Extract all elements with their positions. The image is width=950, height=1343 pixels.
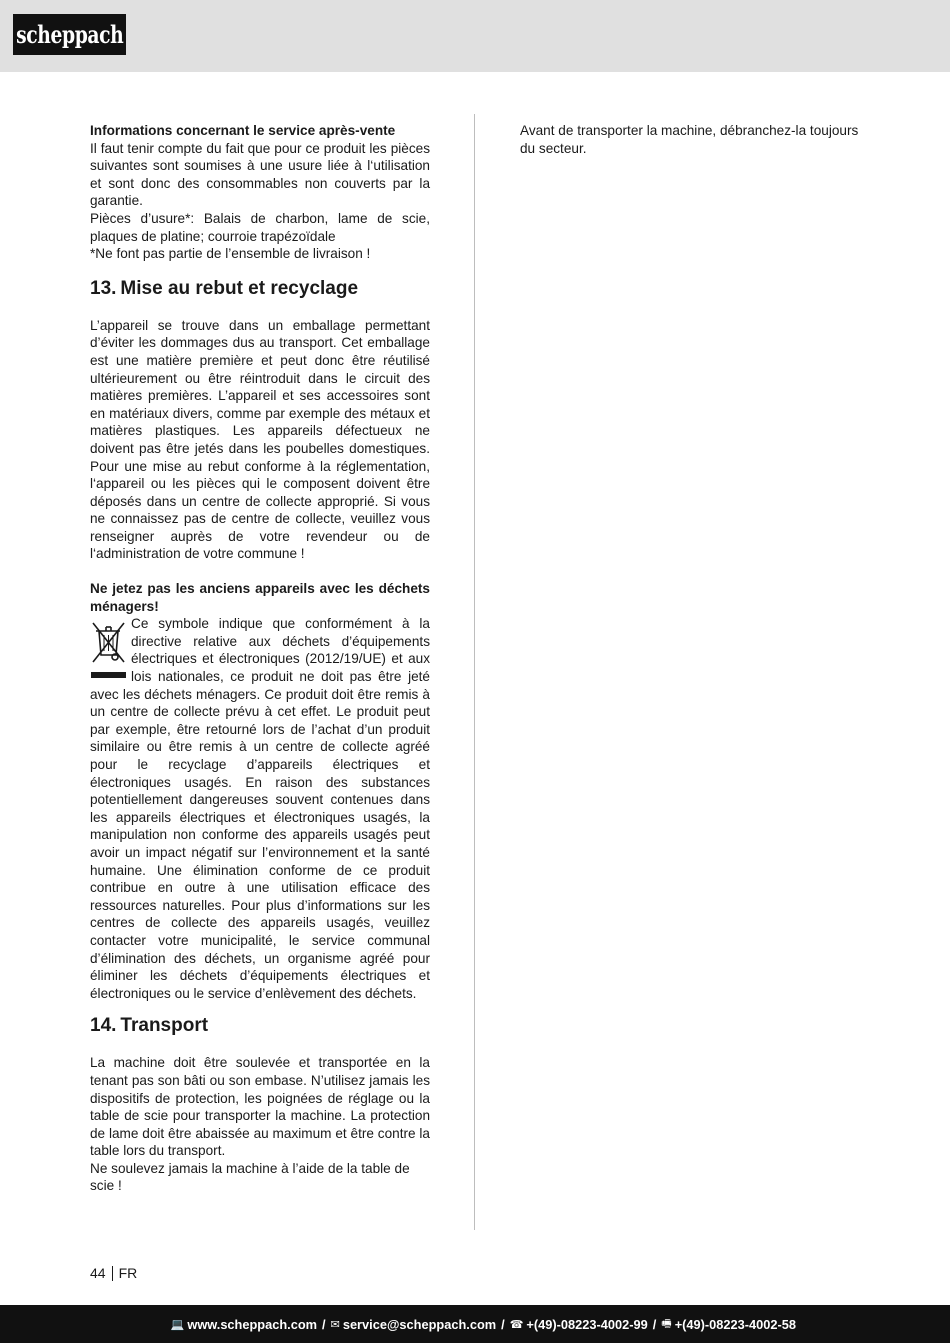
section-13-number: 13. <box>90 277 117 299</box>
phone-icon: ☎ <box>509 1317 524 1331</box>
transport-note: Avant de transporter la machine, débranchez-la toujours du secteur. <box>520 123 859 156</box>
page-footer <box>0 1305 950 1343</box>
weee-heading: Ne jetez pas les anciens appareils avec les déchets ménagers! <box>90 581 430 614</box>
scheppach-logo: scheppach <box>13 14 126 55</box>
column-divider <box>474 114 475 1230</box>
section-14-paragraph-2: Ne soulevez jamais la machine à l’aide de la table de scie ! <box>90 1160 410 1194</box>
section-14-title: Transport <box>120 1015 209 1037</box>
footer-fax: +(49)-08223-4002-58 <box>674 1316 796 1332</box>
section-13-paragraph: L’appareil se trouve dans un emballage permettant d’éviter les dommages dus au transport. Cet emballage est une matière première et peut donc être réutilisé ultérieurement ou être réintroduit dans le circuit des matières premières. L’appareil et ses accessoires sont en matériaux divers, comme par exemple des métaux et matières plastiques. Les appareils défectueux ne doivent pas être jetés dans les poubelles domestiques. Pour une mise au rebut conforme à la réglementation, l‘appareil ou les pièces qui le composent doivent être déposés dans un centre de collecte approprié. Si vous ne connaissez pas de centre de collecte, veuillez vous renseigner auprès de votre revendeur ou de l‘administration de votre commune ! <box>90 317 430 562</box>
crossed-out-wheelie-bin-icon <box>90 617 127 681</box>
service-paragraph-2: Pièces d’usure*: Balais de charbon, lame de scie, plaques de platine; courroie trapézoïdale <box>90 210 430 244</box>
service-paragraph-3: *Ne font pas partie de l’ensemble de livraison ! <box>90 246 371 262</box>
page-number-separator <box>112 1266 113 1281</box>
page-language: FR <box>118 1265 138 1281</box>
footer-separator: / <box>501 1316 505 1332</box>
footer-phone: +(49)-08223-4002-99 <box>526 1316 648 1332</box>
service-paragraph-1: Il faut tenir compte du fait que pour ce produit les pièces suivantes sont soumises à une usure liée à l‘utilisation et sont donc des consommables non couverts par la garantie. <box>90 140 430 209</box>
section-14-heading <box>90 1014 430 1038</box>
right-column <box>520 122 860 157</box>
section-14-paragraph-1: La machine doit être soulevée et transportée en la tenant pas son bâti ou son embase. N’utilisez jamais les dispositifs de protection, les poignées de réglage ou la table de scie pour transporter la machine. La protection de lame doit être abaissée au maximum et être contre la table lors du transport. <box>90 1055 430 1159</box>
weee-paragraph: Ce symbole indique que conformément à la directive relative aux déchets d’équipements électriques et électroniques (2012/19/UE) et aux lois nationales, ce produit ne doit pas être jeté avec les déchets ménagers. Ce produit doit être remis à un centre de collecte prévu à cet effet. Le produit peut par exemple, être retourné lors de l’achat d’un produit similaire ou être remis à un centre de collecte agréé pour le recyclage d’appareils électriques et électroniques usagés. En raison des substances potentiellement dangereuses souvent contenues dans les appareils électriques et électroniques usagés, la manipulation non conforme des appareils usagés peut avoir un impact négatif sur l’environnement et la santé humaine. Une élimination conforme de ce produit contribue en outre à une utilisation efficace des ressources naturelles. Pour plus d’informations sur les centres de collecte des appareils usagés, veuillez contacter votre municipalité, le service communal d’élimination des déchets, un organisme agréé pour éliminer les déchets d’équipements électriques et électroniques ou le service d’enlèvement des déchets. <box>90 616 430 1001</box>
footer-website-link[interactable]: www.scheppach.com <box>187 1316 318 1332</box>
section-13-heading <box>90 277 430 301</box>
section-14-number: 14. <box>90 1015 117 1037</box>
computer-icon: 💻 <box>170 1317 185 1331</box>
footer-separator: / <box>322 1316 326 1332</box>
page-number-value: 44 <box>90 1265 106 1281</box>
left-column <box>90 122 430 1195</box>
section-13-title: Mise au rebut et recyclage <box>120 277 359 299</box>
service-heading: Informations concernant le service après-vente <box>90 123 396 138</box>
page-header <box>0 0 950 72</box>
page-number <box>90 1264 137 1282</box>
fax-icon: 🖷 <box>661 1316 672 1330</box>
footer-email-link[interactable]: service@scheppach.com <box>342 1316 497 1332</box>
mail-icon: ✉ <box>330 1317 340 1331</box>
footer-separator: / <box>652 1316 657 1332</box>
